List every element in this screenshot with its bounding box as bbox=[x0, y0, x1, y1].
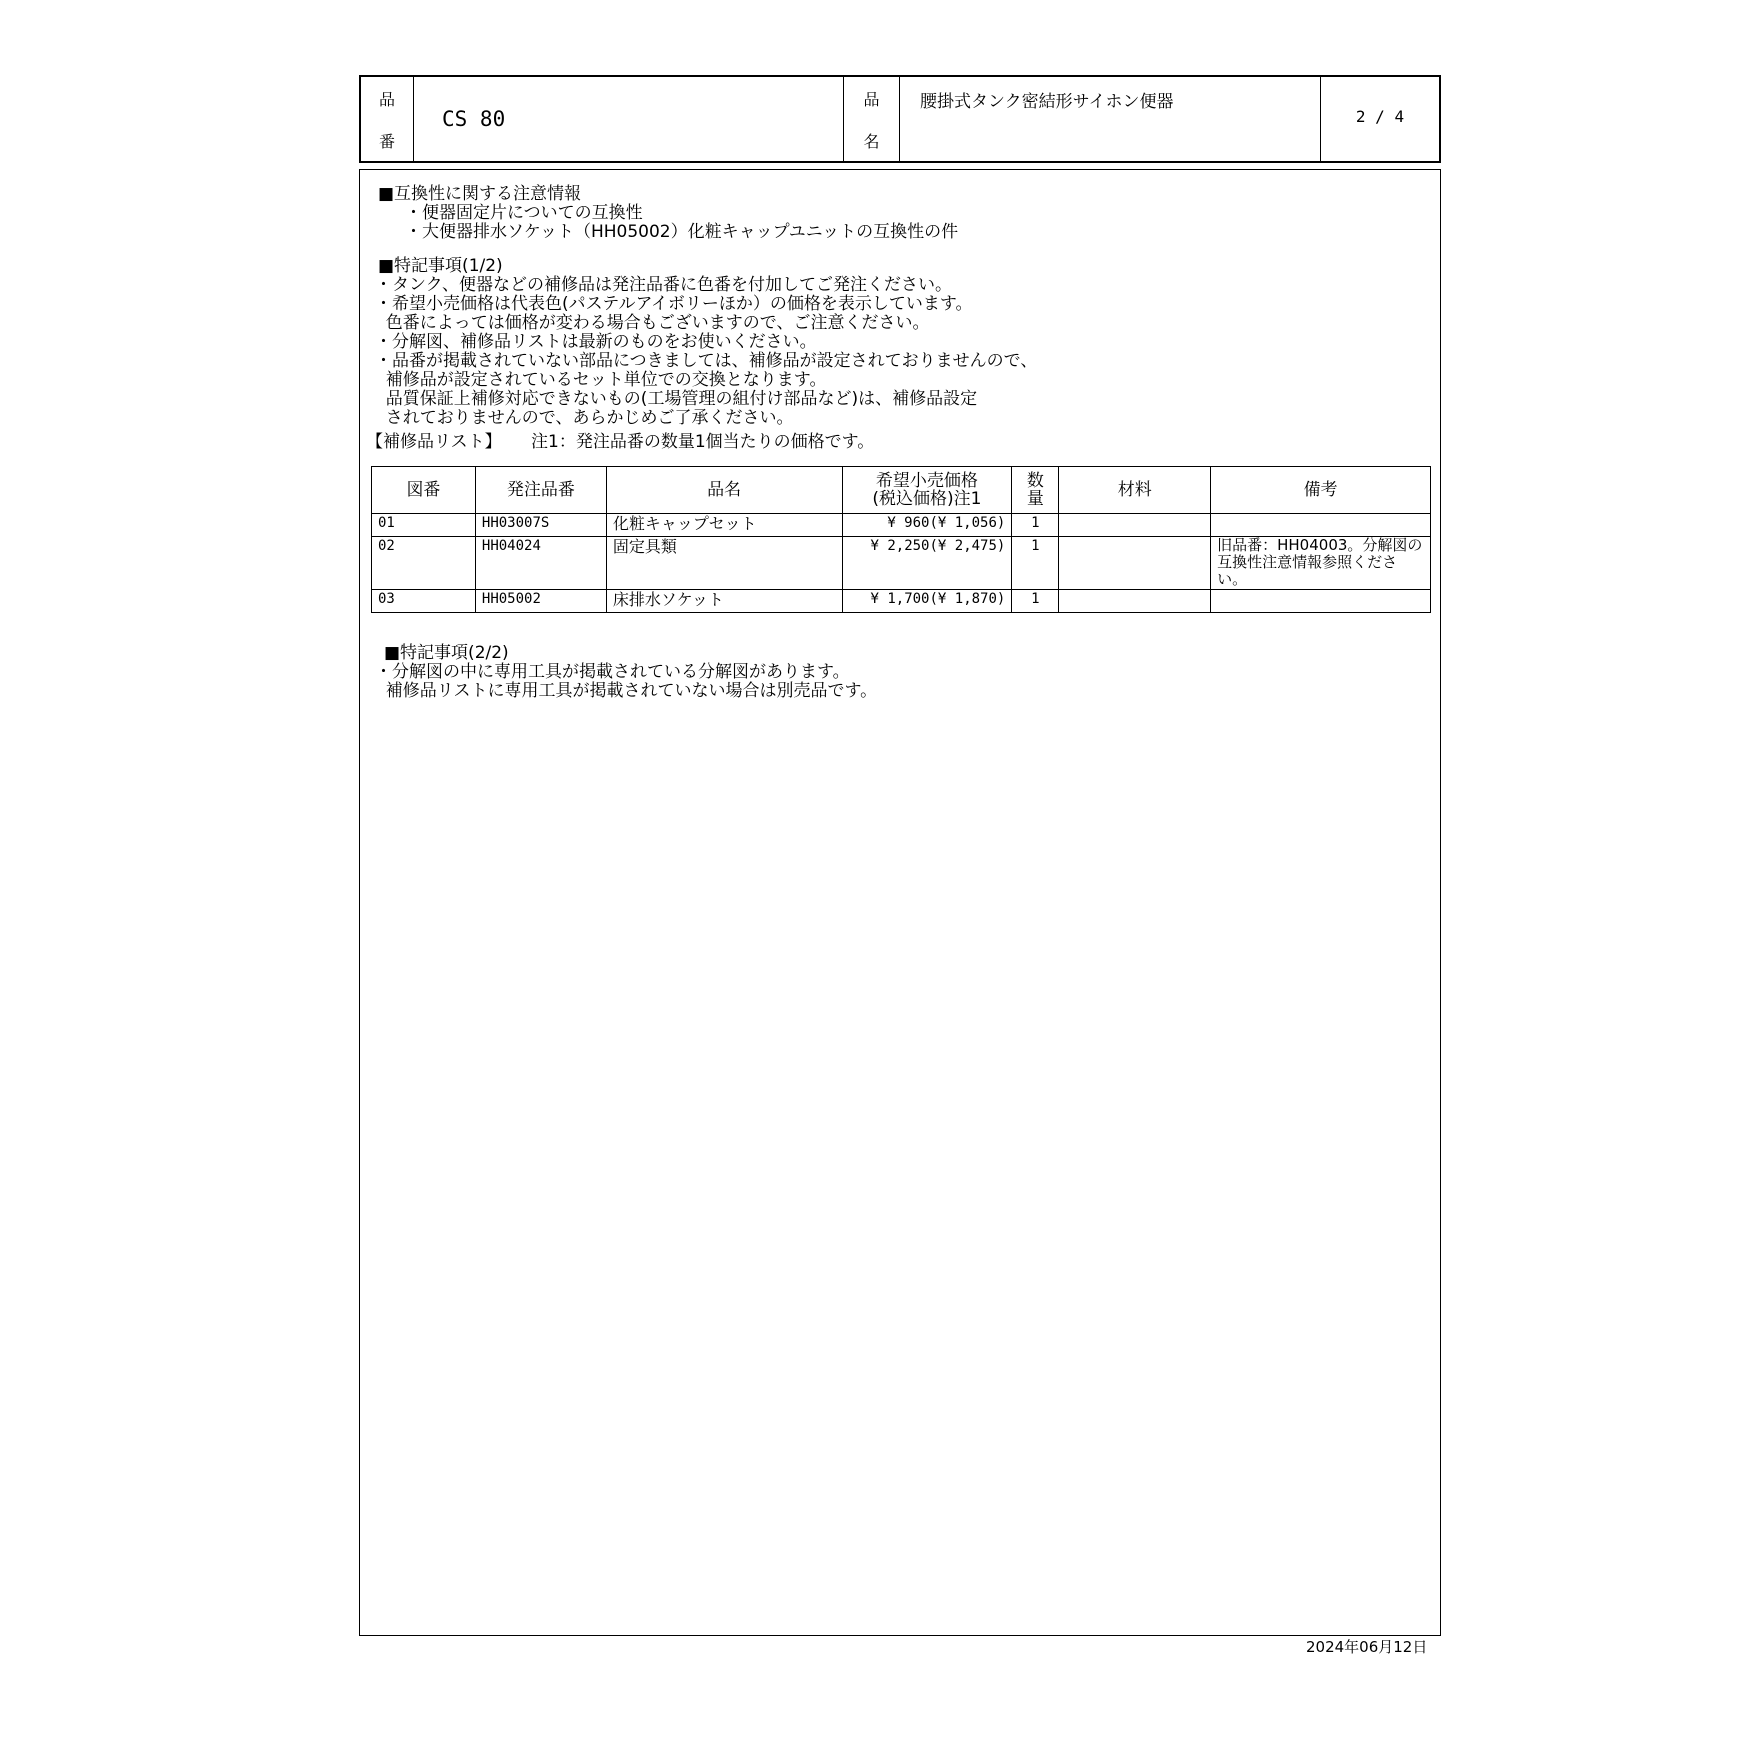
qty-header-line: 数 bbox=[1026, 471, 1044, 491]
col-header-material: 材料 bbox=[1059, 467, 1211, 514]
notes1-line: ・希望小売価格は代表色(パステルアイボリーほか）の価格を表示しています。 bbox=[375, 294, 973, 314]
cell-remarks bbox=[1211, 514, 1431, 537]
cell-qty: 1 bbox=[1012, 514, 1059, 537]
notes1-line: 品質保証上補修対応できないもの(工場管理の組付け部品など)は、補修品設定 bbox=[375, 389, 978, 409]
label-char: 番 bbox=[378, 132, 395, 151]
part-number: CS 80 bbox=[442, 107, 506, 131]
cell-remarks: 旧品番：HH04003。分解図の互換性注意情報参照ください。 bbox=[1211, 537, 1431, 590]
document-header bbox=[359, 75, 1441, 163]
notes1-line: ・タンク、便器などの補修品は発注品番に色番を付加してご発注ください。 bbox=[375, 275, 952, 295]
label-char: 品 bbox=[863, 90, 880, 109]
notes1-title: ■特記事項(1/2) bbox=[378, 256, 503, 276]
product-name: 腰掛式タンク密結形サイホン便器 bbox=[920, 92, 1174, 112]
compat-item: ・大便器排水ソケット（HH05002）化粧キャップユニットの互換性の件 bbox=[405, 222, 959, 242]
product-name-cell bbox=[900, 77, 1321, 161]
compat-title: ■互換性に関する注意情報 bbox=[378, 184, 582, 204]
part-number-label bbox=[361, 77, 414, 161]
col-header-name: 品名 bbox=[606, 467, 842, 514]
table-row bbox=[372, 537, 1431, 590]
label-char: 品 bbox=[378, 90, 395, 109]
table-header-row bbox=[372, 467, 1431, 514]
cell-fig: 02 bbox=[372, 537, 476, 590]
notes1-line: ・分解図、補修品リストは最新のものをお使いください。 bbox=[375, 332, 817, 352]
price-header-line: 希望小売価格 bbox=[875, 471, 978, 491]
notes2-line: 補修品リストに専用工具が掲載されていない場合は別売品です。 bbox=[375, 681, 878, 701]
parts-list-note: 注1：発注品番の数量1個当たりの価格です。 bbox=[531, 432, 875, 452]
cell-material bbox=[1059, 537, 1211, 590]
part-number-cell bbox=[414, 77, 844, 161]
cell-price: ¥ 2,250(¥ 2,475) bbox=[842, 537, 1012, 590]
cell-name: 床排水ソケット bbox=[606, 590, 842, 613]
cell-order-no: HH04024 bbox=[475, 537, 606, 590]
product-name-label bbox=[844, 77, 900, 161]
parts-list-title: 【補修品リスト】 bbox=[366, 432, 502, 452]
col-header-fig: 図番 bbox=[372, 467, 476, 514]
cell-qty: 1 bbox=[1012, 590, 1059, 613]
cell-name: 固定具類 bbox=[606, 537, 842, 590]
notes2-title: ■特記事項(2/2) bbox=[384, 643, 509, 663]
cell-fig: 01 bbox=[372, 514, 476, 537]
compat-item: ・便器固定片についての互換性 bbox=[405, 203, 643, 223]
notes1-line: 補修品が設定されているセット単位での交換となります。 bbox=[375, 370, 827, 390]
parts-table bbox=[371, 466, 1431, 613]
table-row bbox=[372, 590, 1431, 613]
cell-fig: 03 bbox=[372, 590, 476, 613]
col-header-price bbox=[842, 467, 1012, 514]
cell-price: ¥ 1,700(¥ 1,870) bbox=[842, 590, 1012, 613]
page-number: 2 / 4 bbox=[1355, 107, 1405, 126]
cell-material bbox=[1059, 590, 1211, 613]
notes1-line: ・品番が掲載されていない部品につきましては、補修品が設定されておりませんので、 bbox=[375, 351, 1038, 371]
notes1-line: 色番によっては価格が変わる場合もございますので、ご注意ください。 bbox=[375, 313, 930, 333]
cell-qty: 1 bbox=[1012, 537, 1059, 590]
cell-order-no: HH05002 bbox=[475, 590, 606, 613]
cell-name: 化粧キャップセット bbox=[606, 514, 842, 537]
col-header-qty bbox=[1012, 467, 1059, 514]
document-date: 2024年06月12日 bbox=[1306, 1638, 1428, 1656]
qty-header-line: 量 bbox=[1026, 489, 1044, 509]
label-char: 名 bbox=[863, 132, 880, 151]
price-header-line: (税込価格)注1 bbox=[872, 489, 982, 509]
col-header-order-no: 発注品番 bbox=[475, 467, 606, 514]
table-row bbox=[372, 514, 1431, 537]
cell-material bbox=[1059, 514, 1211, 537]
cell-price: ¥ 960(¥ 1,056) bbox=[842, 514, 1012, 537]
cell-order-no: HH03007S bbox=[475, 514, 606, 537]
page-number-cell bbox=[1321, 77, 1439, 161]
document-body bbox=[359, 169, 1441, 1636]
cell-remarks bbox=[1211, 590, 1431, 613]
notes1-line: されておりませんので、あらかじめご了承ください。 bbox=[375, 408, 794, 428]
col-header-remarks: 備考 bbox=[1211, 467, 1431, 514]
notes2-line: ・分解図の中に専用工具が掲載されている分解図があります。 bbox=[375, 662, 850, 682]
